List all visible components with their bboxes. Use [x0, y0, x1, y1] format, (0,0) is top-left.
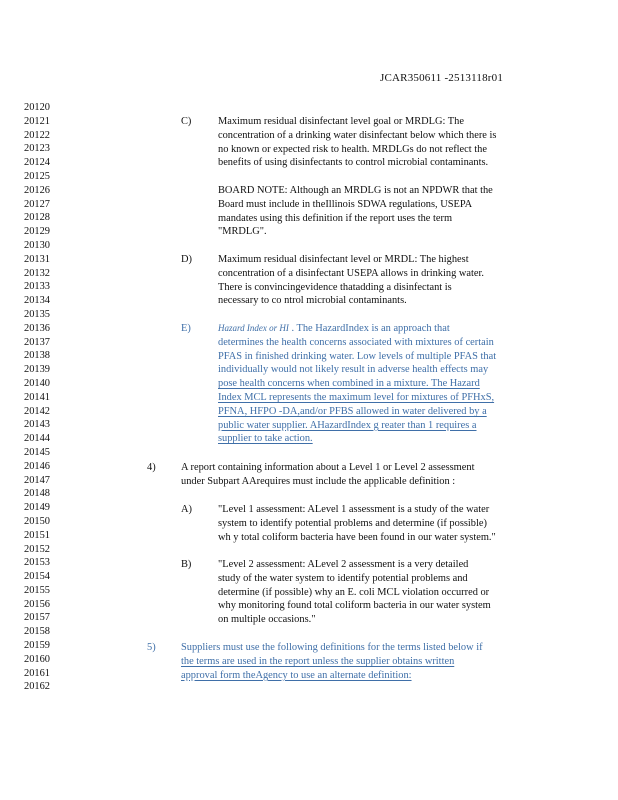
line-number: 20138: [24, 350, 50, 362]
text-line: Maximum residual disinfectant level goal or MRDLG: The: [218, 116, 464, 127]
text-line: benefits of using disinfectants to control microbial contaminants.: [218, 157, 489, 169]
line-number: 20157: [24, 612, 50, 624]
text-line: Suppliers must use the following definitions for the terms listed below if: [181, 642, 483, 653]
text-line: Index MCL represents the maximum level for mixtures of PFHxS,: [218, 391, 495, 403]
text-line: mandates using this definition if the report uses the term: [218, 212, 453, 224]
item-b-definition: [218, 558, 532, 627]
text-line: no known or expected risk to health. MRDLGs do not reflect the: [218, 143, 487, 155]
item-e-line: . The HazardIndex is an approach that: [288, 323, 450, 334]
text-line: why monitoring found total coliform bacteria in our water system: [218, 600, 491, 612]
line-number: 20141: [24, 391, 50, 403]
line-number: 20146: [24, 460, 50, 472]
line-number: 20158: [24, 626, 50, 638]
line-number: 20147: [24, 474, 50, 486]
text-line: supplier to take action.: [218, 433, 313, 445]
line-number: 20131: [24, 253, 50, 265]
line-number: 20124: [24, 157, 50, 169]
text-line: approval form theAgency to use an alternate definition:: [181, 669, 412, 681]
line-number: 20145: [24, 446, 50, 458]
text-line: individually would not likely result in adverse health effects may: [218, 364, 489, 376]
item-e-label: E): [181, 323, 191, 334]
line-number: 20136: [24, 322, 50, 334]
item-e-definition: [218, 322, 540, 446]
item-d-definition: [218, 253, 540, 308]
item-c-label: C): [181, 116, 192, 127]
document-id-header: JCAR350611 -2513118r01: [380, 72, 504, 84]
line-number: 20133: [24, 281, 50, 293]
text-line: on multiple occasions.": [218, 614, 316, 626]
text-line: necessary to co ntrol microbial contaminants.: [218, 295, 407, 307]
line-number-column: [24, 101, 50, 694]
paragraph-5-text: [181, 641, 531, 682]
line-number: 20140: [24, 377, 50, 389]
line-number: 20135: [24, 308, 50, 320]
line-number: 20150: [24, 515, 50, 527]
text-line: Maximum residual disinfectant level or MRDL: The highest: [218, 254, 469, 265]
line-number: 20160: [24, 653, 50, 665]
text-line: wh y total coliform bacteria have been found in our water system.": [218, 531, 496, 543]
line-number: 20121: [24, 115, 50, 127]
item-a-definition: [218, 503, 532, 544]
line-number: 20130: [24, 239, 50, 251]
text-line: "Level 1 assessment: ALevel 1 assessment is a study of the water: [218, 504, 490, 515]
text-line: study of the water system to identify potential problems and: [218, 572, 468, 584]
text-line: PFNA, HFPO -DA,and/or PFBS allowed in water delivered by a: [218, 405, 487, 417]
line-number: 20120: [24, 102, 50, 113]
item-e-title: Hazard Index or HI: [218, 323, 289, 333]
text-line: A report containing information about a Level 1 or Level 2 assessment: [181, 462, 475, 473]
line-number: 20142: [24, 405, 50, 417]
text-line: system to identify potential problems and determine (if possible): [218, 517, 487, 529]
text-line: Board must include in theIllinois SDWA regulations, USEPA: [218, 198, 473, 210]
text-line: determines the health concerns associated with mixtures of certain: [218, 336, 494, 348]
line-number: 20128: [24, 212, 50, 224]
line-number: 20127: [24, 198, 50, 210]
item-e-first-line: [218, 322, 540, 336]
line-number: 20134: [24, 295, 50, 307]
text-line: concentration of a disinfectant USEPA allows in drinking water.: [218, 267, 484, 279]
line-number: 20151: [24, 529, 50, 541]
line-number: 20125: [24, 170, 50, 182]
item-b-label: B): [181, 559, 192, 570]
item-c-board-note: [218, 184, 540, 239]
line-number: 20126: [24, 184, 50, 196]
paragraph-4-text: [181, 461, 521, 489]
line-number: 20132: [24, 267, 50, 279]
item-c-definition: [218, 115, 540, 170]
line-number: 20154: [24, 571, 50, 583]
line-number: 20123: [24, 143, 50, 155]
paragraph-4-label: 4): [147, 462, 156, 473]
line-number: 20148: [24, 488, 50, 500]
paragraph-5-label: 5): [147, 642, 156, 653]
line-number: 20137: [24, 336, 50, 348]
text-line: "Level 2 assessment: ALevel 2 assessment is a very detailed: [218, 559, 469, 570]
line-number: 20149: [24, 502, 50, 514]
text-line: the terms are used in the report unless the supplier obtains written: [181, 655, 455, 667]
line-number: 20139: [24, 364, 50, 376]
line-number: 20122: [24, 129, 50, 141]
text-line: under Subpart AArequires must include the applicable definition :: [181, 475, 456, 487]
text-line: pose health concerns when combined in a mixture. The Hazard: [218, 378, 480, 390]
item-a-label: A): [181, 504, 192, 515]
line-number: 20144: [24, 433, 50, 445]
line-number: 20162: [24, 681, 50, 693]
text-line: PFAS in finished drinking water. Low levels of multiple PFAS that: [218, 350, 497, 362]
line-number: 20152: [24, 543, 50, 555]
item-d-label: D): [181, 254, 192, 265]
text-line: There is convincingevidence thatadding a disinfectant is: [218, 281, 452, 293]
line-number: 20161: [24, 667, 50, 679]
text-line: concentration of a drinking water disinfectant below which there is: [218, 129, 497, 141]
line-number: 20155: [24, 584, 50, 596]
text-line: BOARD NOTE: Although an MRDLG is not an NPDWR that the: [218, 185, 493, 196]
line-number: 20129: [24, 226, 50, 238]
line-number: 20156: [24, 598, 50, 610]
line-number: 20153: [24, 557, 50, 569]
item-e-remaining-lines: [218, 336, 540, 446]
text-line: public water supplier. AHazardIndex g reater than 1 requires a: [218, 419, 477, 431]
text-line: "MRDLG".: [218, 226, 267, 238]
line-number: 20159: [24, 640, 50, 652]
line-number: 20143: [24, 419, 50, 431]
text-line: determine (if possible) why an E. coli MCL violation occurred or: [218, 586, 490, 598]
